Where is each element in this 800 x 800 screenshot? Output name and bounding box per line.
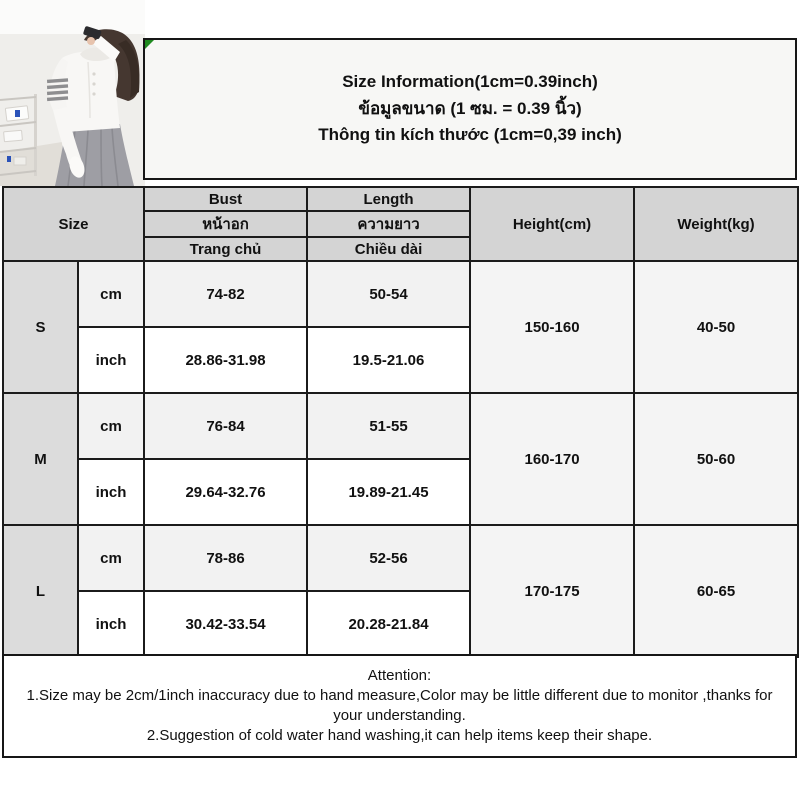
product-photo (0, 0, 145, 186)
title-th: ข้อมูลขนาด (1 ซม. = 0.39 นิ้ว) (358, 98, 582, 118)
table-row (3, 261, 798, 327)
length-header-th: ความยาว (307, 211, 470, 237)
s-length-inch: 19.5-21.06 (307, 327, 470, 393)
s-height: 150-160 (470, 261, 634, 393)
size-table (2, 186, 799, 658)
bust-header-th: หน้าอก (144, 211, 307, 237)
unit-cm-label: cm (78, 393, 144, 459)
m-length-inch: 19.89-21.45 (307, 459, 470, 525)
corner-marker-icon (145, 40, 154, 49)
m-length-cm: 51-55 (307, 393, 470, 459)
table-row (3, 525, 798, 591)
s-bust-cm: 74-82 (144, 261, 307, 327)
title-box (143, 38, 797, 180)
height-header: Height(cm) (470, 187, 634, 261)
unit-cm-label: cm (78, 525, 144, 591)
l-bust-inch: 30.42-33.54 (144, 591, 307, 657)
unit-inch-label: inch (78, 327, 144, 393)
s-weight: 40-50 (634, 261, 798, 393)
unit-inch-label: inch (78, 591, 144, 657)
unit-inch-label: inch (78, 459, 144, 525)
s-length-cm: 50-54 (307, 261, 470, 327)
title-vi: Thông tin kích thước (1cm=0,39 inch) (318, 125, 622, 145)
title-en: Size Information(1cm=0.39inch) (342, 72, 598, 92)
l-weight: 60-65 (634, 525, 798, 657)
size-l-label: L (3, 525, 78, 657)
l-length-cm: 52-56 (307, 525, 470, 591)
bust-header-vi: Trang chủ (144, 237, 307, 261)
table-row (3, 393, 798, 459)
m-bust-inch: 29.64-32.76 (144, 459, 307, 525)
bust-header-en: Bust (144, 187, 307, 211)
l-length-inch: 20.28-21.84 (307, 591, 470, 657)
size-s-label: S (3, 261, 78, 393)
s-bust-inch: 28.86-31.98 (144, 327, 307, 393)
attention-note-1: 1.Size may be 2cm/1inch inaccuracy due to hand measure,Color may be little different due to monitor ,thanks for your understanding. (26, 687, 773, 724)
length-header-en: Length (307, 187, 470, 211)
weight-header: Weight(kg) (634, 187, 798, 261)
l-bust-cm: 78-86 (144, 525, 307, 591)
m-weight: 50-60 (634, 393, 798, 525)
attention-box (2, 654, 797, 758)
m-bust-cm: 76-84 (144, 393, 307, 459)
attention-title: Attention: (367, 667, 432, 684)
length-header-vi: Chiều dài (307, 237, 470, 261)
size-header: Size (3, 187, 144, 261)
l-height: 170-175 (470, 525, 634, 657)
attention-note-2: 2.Suggestion of cold water hand washing,it can help items keep their shape. (146, 727, 653, 744)
size-m-label: M (3, 393, 78, 525)
m-height: 160-170 (470, 393, 634, 525)
unit-cm-label: cm (78, 261, 144, 327)
